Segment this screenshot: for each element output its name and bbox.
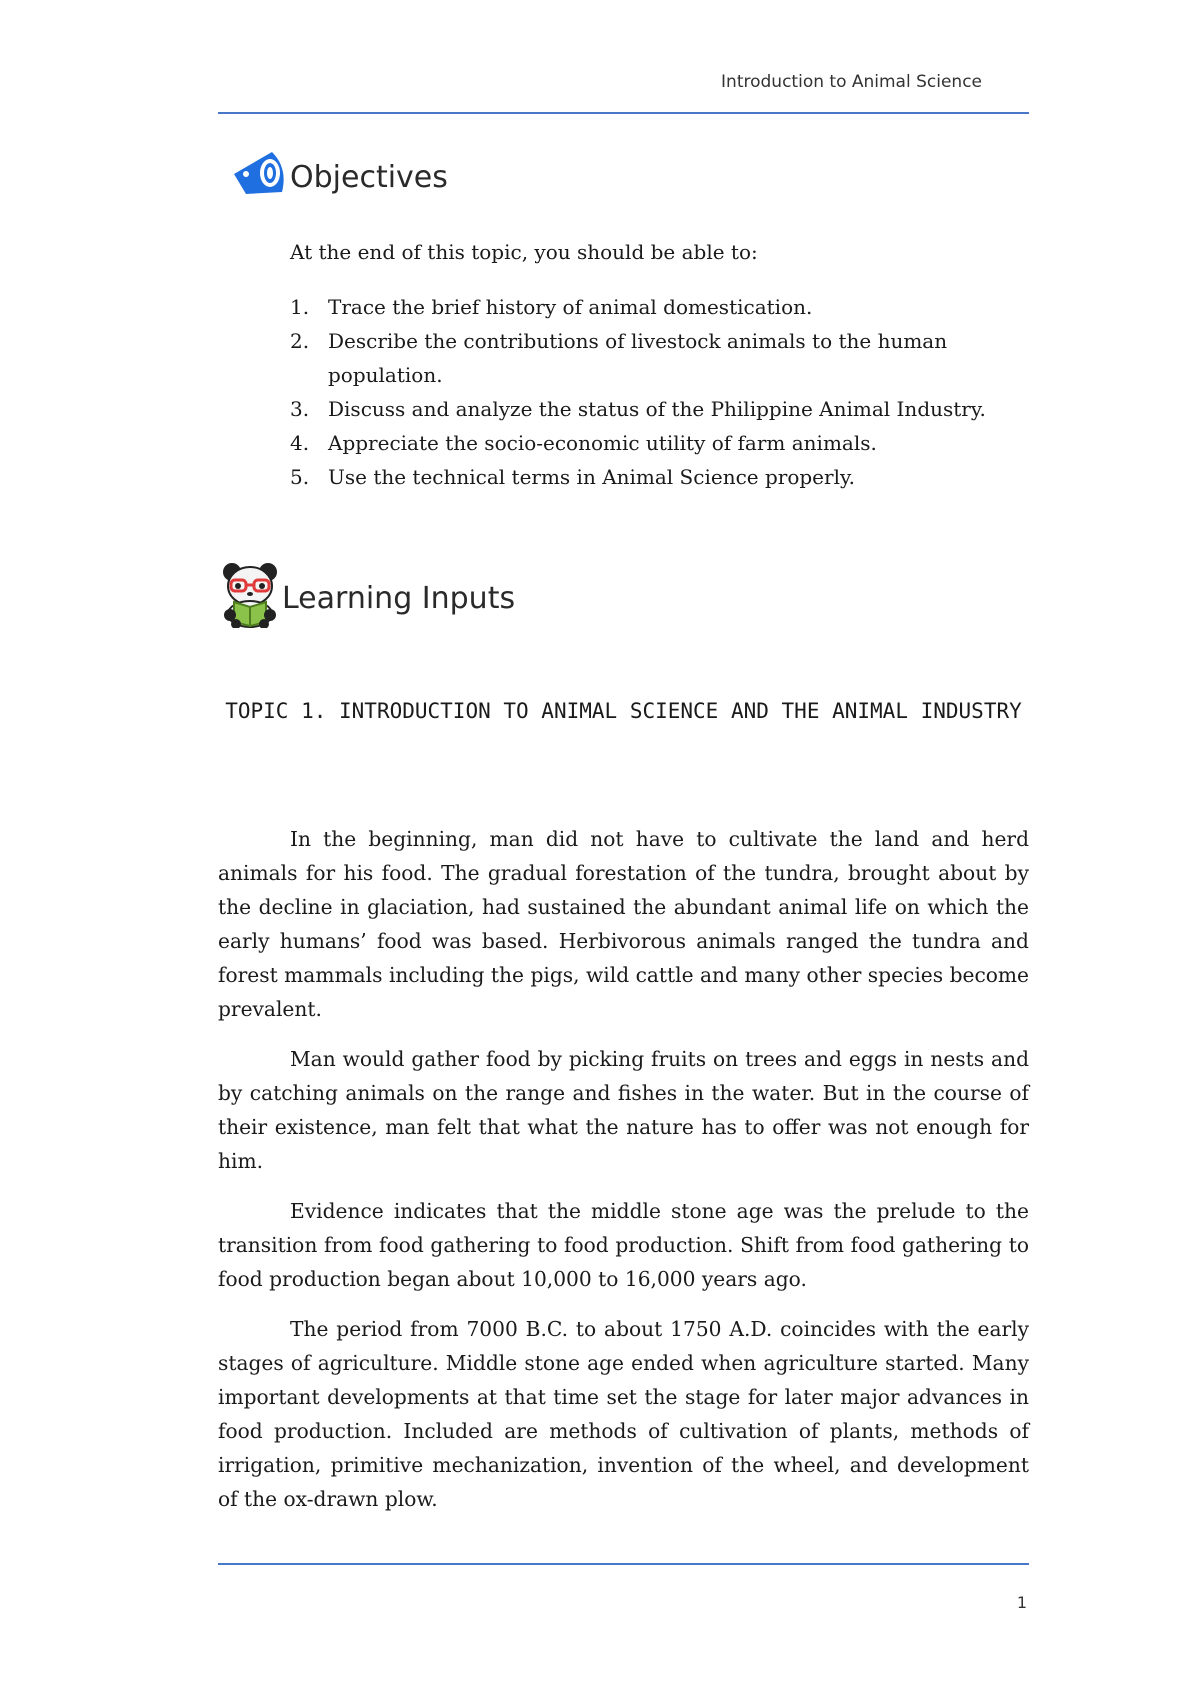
list-item bbox=[290, 426, 1010, 460]
list-item bbox=[290, 460, 1010, 494]
list-item bbox=[290, 392, 1010, 426]
target-eye-icon bbox=[232, 148, 290, 206]
paragraph: In the beginning, man did not have to cultivate the land and herd animals for his food. The gradual forestation of the tundra, brought about by the decline in glaciation, had sustained the abundant animal life on which the early humans’ food was based. Herbivorous animals ranged the tundra and forest mammals including the pigs, wild cattle and many other species become prevalent. bbox=[218, 827, 1029, 1021]
list-number: 2. bbox=[290, 329, 310, 353]
page-number: 1 bbox=[1016, 1593, 1027, 1612]
list-item bbox=[290, 324, 1010, 392]
objectives-list bbox=[290, 290, 1010, 494]
list-item bbox=[290, 290, 1010, 324]
list-number: 5. bbox=[290, 465, 310, 489]
running-header: Introduction to Animal Science bbox=[721, 72, 982, 92]
list-text: Use the technical terms in Animal Science properly. bbox=[328, 465, 855, 489]
list-number: 1. bbox=[290, 295, 310, 319]
topic-title: TOPIC 1. INTRODUCTION TO ANIMAL SCIENCE AND THE ANIMAL INDUSTRY bbox=[225, 699, 1022, 723]
paragraph: Man would gather food by picking fruits on trees and eggs in nests and by catching animals on the range and fishes in the water. But in the course of their existence, man felt that what the nature has to offer was not enough for him. bbox=[218, 1047, 1029, 1173]
paragraph: Evidence indicates that the middle stone age was the prelude to the transition from food gathering to food production. Shift from food gathering to food production began about 10,000 to 16,000 years ago. bbox=[218, 1199, 1029, 1291]
list-text: Discuss and analyze the status of the Philippine Animal Industry. bbox=[328, 397, 986, 421]
list-number: 4. bbox=[290, 431, 310, 455]
list-text: Trace the brief history of animal domestication. bbox=[328, 295, 813, 319]
paragraph: The period from 7000 B.C. to about 1750 A.D. coincides with the early stages of agriculture. Middle stone age ended when agriculture started. Many important developments at that time set the stage for later major advances in food production. Included are methods of cultivation of plants, methods of irrigation, primitive mechanization, invention of the wheel, and development of the ox-drawn plow. bbox=[218, 1317, 1029, 1511]
list-text: Describe the contributions of livestock animals to the human population. bbox=[328, 329, 948, 387]
panda-reading-icon bbox=[218, 560, 282, 636]
objectives-title: Objectives bbox=[290, 159, 448, 195]
list-text: Appreciate the socio-economic utility of farm animals. bbox=[328, 431, 877, 455]
footer-rule bbox=[218, 1563, 1029, 1565]
objectives-heading bbox=[232, 148, 448, 206]
objectives-intro: At the end of this topic, you should be able to: bbox=[290, 240, 758, 264]
body-text bbox=[218, 822, 1029, 1532]
learning-inputs-heading bbox=[218, 560, 515, 636]
header-rule bbox=[218, 112, 1029, 114]
list-number: 3. bbox=[290, 397, 310, 421]
learning-inputs-title: Learning Inputs bbox=[282, 580, 516, 616]
